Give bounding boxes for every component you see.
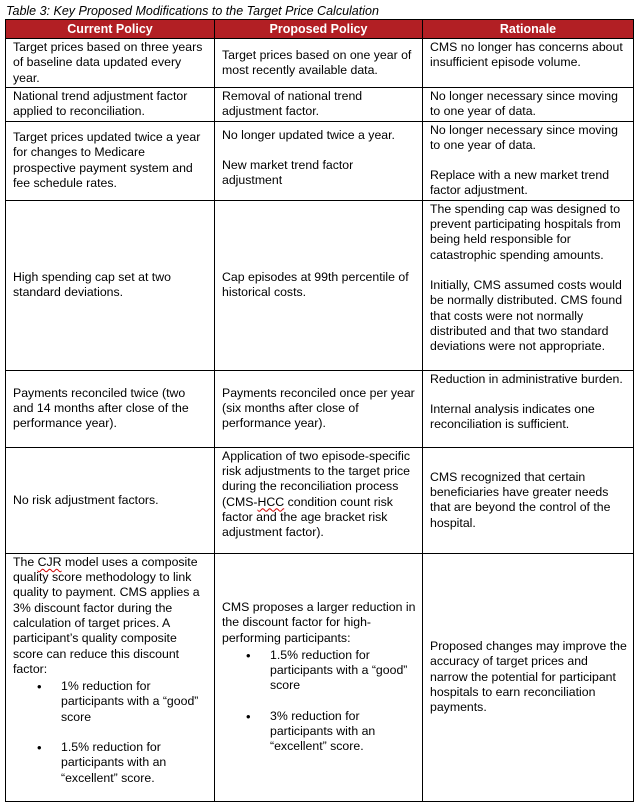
rationale-text: Reduction in administrative burden.	[430, 371, 623, 386]
current-policy-cell: No risk adjustment factors.	[6, 447, 215, 553]
list-item: • 1.5% reduction for participants with a “good” score	[222, 648, 416, 694]
current-policy-cell: Target prices updated twice a year for changes to Medicare prospective payment system and fee schedule rates.	[6, 121, 215, 200]
spellcheck-flagged-word: HCC	[257, 494, 285, 509]
table-caption: Table 3: Key Proposed Modifications to the Target Price Calculation	[6, 4, 379, 18]
proposed-policy-text: No longer updated twice a year.	[222, 127, 395, 142]
rationale-cell	[423, 121, 634, 200]
proposed-policy-text: condition count risk factor and the age bracket risk adjustment factor).	[222, 494, 393, 540]
proposed-policy-text: New market trend factor adjustment	[222, 157, 354, 188]
list-item: • 1.5% reduction for participants with an “excellent” score.	[13, 740, 208, 786]
list-item: • 1% reduction for participants with a “good” score	[13, 679, 208, 725]
rationale-cell: CMS recognized that certain beneficiaries have greater needs that are beyond the control of the hospital.	[423, 447, 634, 553]
proposed-policy-cell	[215, 121, 423, 200]
spellcheck-flagged-word: CJR	[37, 554, 62, 569]
rationale-cell: No longer necessary since moving to one year of data.	[423, 88, 634, 122]
proposed-policy-text: CMS proposes a larger reduction in the discount factor for high-performing participants:	[222, 599, 416, 645]
rationale-cell	[423, 370, 634, 447]
policy-modifications-table	[5, 19, 634, 802]
proposed-policy-cell	[215, 447, 423, 553]
proposed-policy-cell: Cap episodes at 99th percentile of historical costs.	[215, 200, 423, 370]
table-row	[6, 39, 634, 88]
rationale-cell: Proposed changes may improve the accuracy of target prices and narrow the potential for participant hospitals to earn reconciliation payments.	[423, 553, 634, 801]
rationale-cell: CMS no longer has concerns about insufficient episode volume.	[423, 39, 634, 88]
header-current-policy: Current Policy	[6, 20, 215, 39]
current-policy-bullets	[13, 679, 208, 786]
proposed-policy-cell	[215, 553, 423, 801]
rationale-text: Internal analysis indicates one reconciliation is sufficient.	[430, 402, 595, 432]
table-row	[6, 121, 634, 200]
proposed-policy-cell: Target prices based on one year of most recently available data.	[215, 39, 423, 88]
table-row	[6, 370, 634, 447]
current-policy-cell: High spending cap set at two standard deviations.	[6, 200, 215, 370]
table-row	[6, 88, 634, 122]
proposed-policy-cell: Payments reconciled once per year (six months after close of performance year).	[215, 370, 423, 447]
rationale-cell	[423, 200, 634, 370]
proposed-policy-bullets	[222, 648, 416, 755]
current-policy-text: The CJR model uses a composite quality score methodology to link quality to payment. CMS applies a 3% discount factor during the calculation of target prices. A participant’s quality composite score can reduce this discount factor:	[13, 554, 200, 676]
current-policy-cell: Payments reconciled twice (two and 14 months after close of the performance year).	[6, 370, 215, 447]
table-row	[6, 447, 634, 553]
proposed-policy-text: Application of two episode-specific risk adjustments to the target price during the reconciliation process (CMS-	[222, 448, 410, 509]
rationale-text: Replace with a new market trend factor adjustment.	[430, 168, 610, 198]
list-item: • 3% reduction for participants with an “excellent” score.	[222, 709, 416, 755]
header-row	[6, 20, 634, 39]
table-row	[6, 553, 634, 801]
rationale-text: The spending cap was designed to prevent participating hospitals from being held responsible for catastrophic spending amounts.	[430, 201, 621, 262]
table-row	[6, 200, 634, 370]
header-rationale: Rationale	[423, 20, 634, 39]
rationale-text: No longer necessary since moving to one year of data.	[430, 122, 618, 152]
rationale-text: Initially, CMS assumed costs would be normally distributed. CMS found that costs were not normally distributed and that two standard deviations were not appropriate.	[430, 277, 623, 354]
current-policy-cell: Target prices based on three years of baseline data updated every year.	[6, 39, 215, 88]
header-proposed-policy: Proposed Policy	[215, 20, 423, 39]
proposed-policy-cell: Removal of national trend adjustment factor.	[215, 88, 423, 122]
current-policy-cell	[6, 553, 215, 801]
current-policy-cell: National trend adjustment factor applied to reconciliation.	[6, 88, 215, 122]
